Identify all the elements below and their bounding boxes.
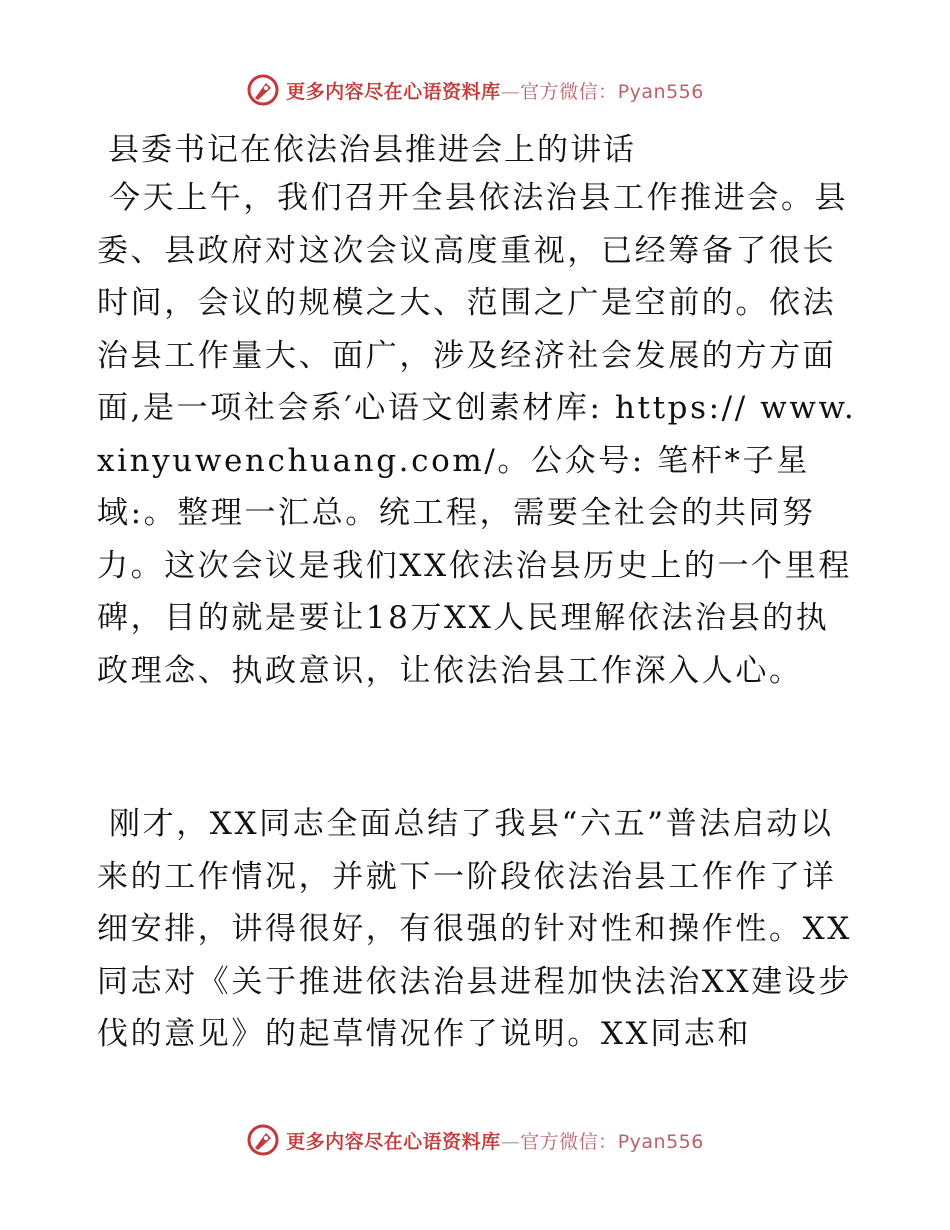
paragraph-2: 刚才，XX同志全面总结了我县“六五”普法启动以来的工作情况，并就下一阶段依法治县工作作了详细安排，讲得很好，有很强的针对性和操作性。XX同志对《关于推进依法治县进程加快法治XX建设步伐的意见》的起草情况作了说明。XX同志和 xyxy=(97,806,852,1052)
footer-banner xyxy=(0,1120,950,1160)
banner-site-text: 更多内容尽在心语资料库 xyxy=(286,80,501,103)
pen-nib-logo-icon xyxy=(246,1123,280,1157)
pen-nib-logo-icon xyxy=(246,73,280,107)
paragraph-1: 今天上午，我们召开全县依法治县工作推进会。县委、县政府对这次会议高度重视，已经筹备了很长时间，会议的规模之大、范围之广是空前的。依法治县工作量大、面广，涉及经济社会发展的方方面面,是一项社会系′心语文创素材库: https:// www.xinyuwenchuang.com/。公众号: 笔杆*子星域:。整理一汇总。统工程，需要全社会的共同努力。这次会议是我们XX依法治县历史上的一个里程碑，目的就是要让18万XX人民理解依法治县的执政理念、执政意识，让依法治县工作深入人心。 xyxy=(97,180,857,689)
banner-wechat-id: Pyan556 xyxy=(617,80,704,103)
banner-text xyxy=(286,77,704,104)
banner-site-text: 更多内容尽在心语资料库 xyxy=(286,1130,501,1153)
document-title: 县委书记在依法治县推进会上的讲话 xyxy=(108,132,636,168)
banner-wechat-id: Pyan556 xyxy=(617,1130,704,1153)
banner-official-label: 官方微信： xyxy=(520,80,618,103)
banner-dash: — xyxy=(500,80,521,103)
header-banner xyxy=(0,70,950,110)
banner-official-label: 官方微信： xyxy=(520,1130,618,1153)
banner-dash: — xyxy=(500,1130,521,1153)
banner-text xyxy=(286,1127,704,1154)
